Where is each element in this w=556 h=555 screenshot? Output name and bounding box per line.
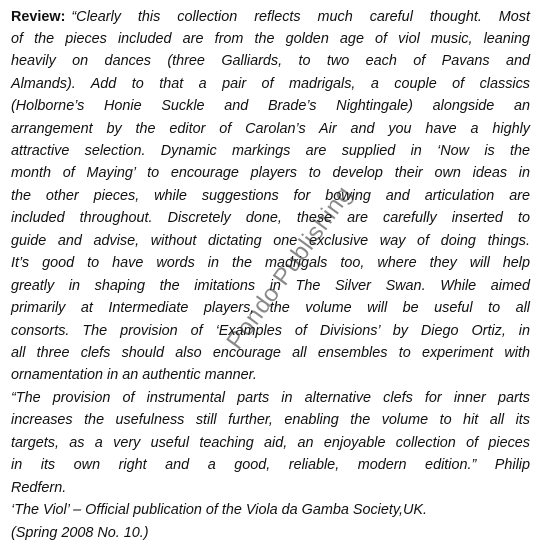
review-label: Review: <box>11 9 66 25</box>
review-line-3: heavily on dances (three Galliards, to two each of Pavans and <box>11 53 530 69</box>
publisher-watermark: Pondo Publishing <box>221 180 358 355</box>
review-line-19: increases the usefulness still further, enabling the volume to hit all its <box>11 412 530 428</box>
review-source-line: ‘The Viol’ – Official publication of the Viola da Gamba Society,UK. <box>11 502 427 518</box>
review-line-4: Almands). Add to that a pair of madrigals, a couple of classics <box>11 76 530 92</box>
review-line-17: ornamentation in an authentic manner. <box>11 367 257 383</box>
review-text: “Clearly this collection reflects much careful thought. Most <box>71 9 530 25</box>
review-line-12: It’s good to have words in the madrigals too, where they will help <box>11 255 530 271</box>
review-line-5: (Holborne’s Honie Suckle and Brade’s Nightingale) alongside an <box>11 98 530 114</box>
review-line-15: consorts. The provision of ‘Examples of Divisions’ by Diego Ortiz, in <box>11 323 530 339</box>
review-line-6: arrangement by the editor of Carolan’s Air and you have a highly <box>11 121 530 137</box>
review-line-18: “The provision of instrumental parts in alternative clefs for inner parts <box>11 390 530 406</box>
review-line-2: of the pieces included are from the golden age of viol music, leaning <box>11 31 530 47</box>
review-line-21: in its own right and a good, reliable, modern edition.” Philip <box>11 457 530 473</box>
review-date-line: (Spring 2008 No. 10.) <box>11 525 149 541</box>
review-line-16: all three clefs should also encourage all ensembles to experiment with <box>11 345 530 361</box>
review-line-9: the other pieces, while suggestions for bowing and articulation are <box>11 188 530 204</box>
review-line-7: attractive selection. Dynamic markings are supplied in ‘Now is the <box>11 143 530 159</box>
review-line-22: Redfern. <box>11 480 67 496</box>
review-line-8: month of Maying’ to encourage players to develop their own ideas in <box>11 165 530 181</box>
review-line-14: primarily at Intermediate players, the volume will be useful to all <box>11 300 530 316</box>
review-line-10: included throughout. Discretely done, these are carefully inserted to <box>11 210 530 226</box>
review-line-11: guide and advise, without dictating one exclusive way of doing things. <box>11 233 530 249</box>
review-line-13: greatly in shaping the imitations in The Silver Swan. While aimed <box>11 278 530 294</box>
review-line-20: targets, as a very useful teaching aid, an enjoyable collection of pieces <box>11 435 530 451</box>
review-line-1 <box>11 8 530 26</box>
